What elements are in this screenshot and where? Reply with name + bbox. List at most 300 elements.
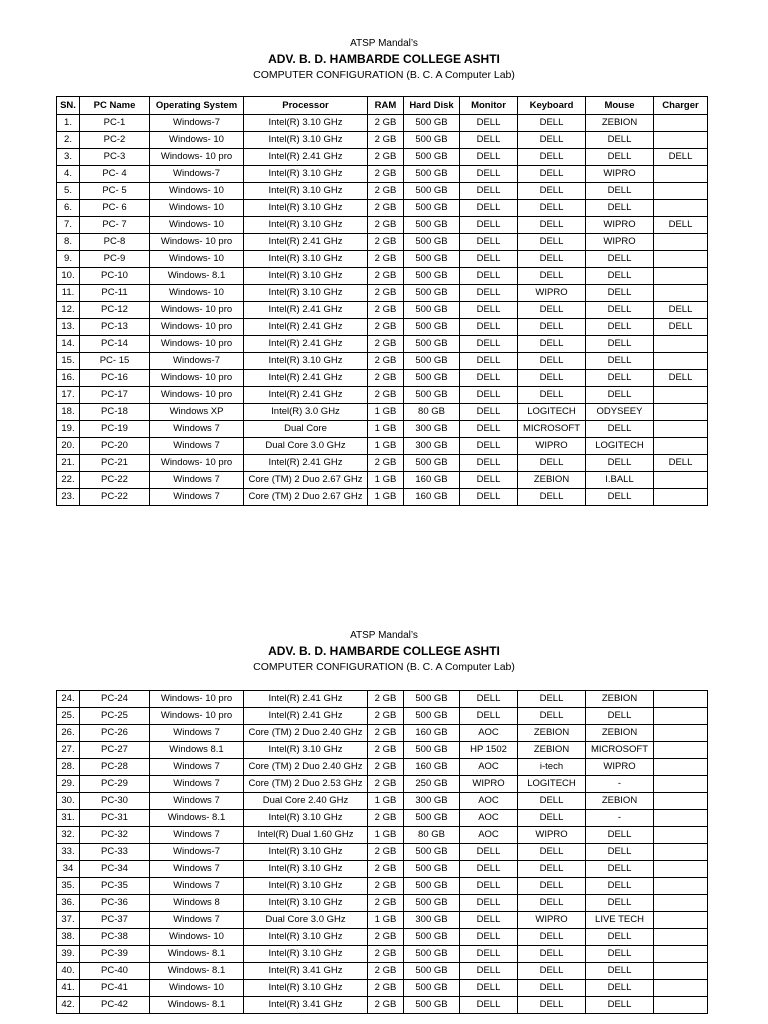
- table-cell: PC-27: [80, 742, 150, 759]
- table-cell: DELL: [586, 285, 654, 302]
- table-row: [57, 183, 708, 200]
- table-cell: Intel(R) 2.41 GHz: [244, 387, 368, 404]
- table-cell: [654, 963, 708, 980]
- table-row: [57, 421, 708, 438]
- table-cell: 500 GB: [404, 963, 460, 980]
- table-cell: 28.: [57, 759, 80, 776]
- table-cell: PC-33: [80, 844, 150, 861]
- table-cell: DELL: [518, 149, 586, 166]
- table-cell: Windows- 10: [150, 251, 244, 268]
- table-cell: [654, 929, 708, 946]
- table-row: [57, 200, 708, 217]
- table-cell: Core (TM) 2 Duo 2.67 GHz: [244, 489, 368, 506]
- table-cell: Windows 7: [150, 912, 244, 929]
- table-cell: Windows- 8.1: [150, 946, 244, 963]
- table-cell: DELL: [586, 421, 654, 438]
- table-cell: PC-3: [80, 149, 150, 166]
- table-cell: 500 GB: [404, 810, 460, 827]
- column-header: SN.: [57, 97, 80, 115]
- table-cell: DELL: [460, 844, 518, 861]
- table-cell: PC-40: [80, 963, 150, 980]
- table-cell: [654, 183, 708, 200]
- table-cell: [654, 708, 708, 725]
- table-cell: Intel(R) 2.41 GHz: [244, 149, 368, 166]
- table-cell: PC-24: [80, 691, 150, 708]
- table-cell: LIVE TECH: [586, 912, 654, 929]
- table-cell: Windows- 10: [150, 200, 244, 217]
- table-cell: DELL: [460, 285, 518, 302]
- table-cell: DELL: [460, 353, 518, 370]
- table-cell: PC- 6: [80, 200, 150, 217]
- table-cell: 500 GB: [404, 861, 460, 878]
- column-header: Hard Disk: [404, 97, 460, 115]
- table-cell: DELL: [518, 132, 586, 149]
- table-cell: Intel(R) 3.10 GHz: [244, 115, 368, 132]
- table-cell: 160 GB: [404, 472, 460, 489]
- table-cell: DELL: [518, 268, 586, 285]
- table-cell: DELL: [518, 251, 586, 268]
- table-cell: DELL: [586, 980, 654, 997]
- table-cell: Windows 7: [150, 827, 244, 844]
- table-cell: Dual Core: [244, 421, 368, 438]
- table-cell: [654, 421, 708, 438]
- table-cell: [654, 115, 708, 132]
- table-cell: 500 GB: [404, 878, 460, 895]
- table-row: [57, 997, 708, 1014]
- table-row: [57, 115, 708, 132]
- table-cell: DELL: [518, 489, 586, 506]
- table-row: [57, 810, 708, 827]
- table-cell: [654, 234, 708, 251]
- table-cell: 20.: [57, 438, 80, 455]
- table-row: [57, 472, 708, 489]
- table-cell: WIPRO: [586, 166, 654, 183]
- table-cell: Windows-7: [150, 115, 244, 132]
- table-cell: DELL: [654, 370, 708, 387]
- table-cell: DELL: [586, 387, 654, 404]
- column-header: Processor: [244, 97, 368, 115]
- table-cell: DELL: [586, 336, 654, 353]
- table-cell: 500 GB: [404, 251, 460, 268]
- college-name: ADV. B. D. HAMBARDE COLLEGE ASHTI: [268, 644, 500, 658]
- table-cell: WIPRO: [586, 234, 654, 251]
- table-cell: 2 GB: [368, 268, 404, 285]
- table-cell: PC-17: [80, 387, 150, 404]
- table-cell: 22.: [57, 472, 80, 489]
- table-cell: DELL: [460, 166, 518, 183]
- table-cell: 2 GB: [368, 234, 404, 251]
- table-cell: [654, 861, 708, 878]
- table-cell: 25.: [57, 708, 80, 725]
- table-row: [57, 844, 708, 861]
- table-cell: 500 GB: [404, 370, 460, 387]
- table-cell: -: [586, 776, 654, 793]
- table-cell: DELL: [460, 455, 518, 472]
- table-cell: DELL: [460, 980, 518, 997]
- table-cell: PC-26: [80, 725, 150, 742]
- table-cell: DELL: [654, 302, 708, 319]
- table-cell: Windows- 10: [150, 132, 244, 149]
- table-cell: LOGITECH: [518, 404, 586, 421]
- table-cell: Windows 7: [150, 776, 244, 793]
- table-cell: PC-34: [80, 861, 150, 878]
- table-row: [57, 691, 708, 708]
- table-cell: 500 GB: [404, 319, 460, 336]
- table-cell: DELL: [586, 149, 654, 166]
- table-cell: 500 GB: [404, 980, 460, 997]
- table-cell: 32.: [57, 827, 80, 844]
- table-row: [57, 149, 708, 166]
- table-cell: 6.: [57, 200, 80, 217]
- table-cell: 500 GB: [404, 115, 460, 132]
- table-cell: 160 GB: [404, 489, 460, 506]
- table-cell: 300 GB: [404, 793, 460, 810]
- table-row: [57, 742, 708, 759]
- table-row: [57, 268, 708, 285]
- table-cell: Intel(R) 2.41 GHz: [244, 691, 368, 708]
- table-cell: DELL: [586, 946, 654, 963]
- table-cell: Windows-7: [150, 844, 244, 861]
- table-cell: DELL: [460, 691, 518, 708]
- table-cell: DELL: [654, 149, 708, 166]
- table-cell: 500 GB: [404, 234, 460, 251]
- table-cell: [654, 946, 708, 963]
- column-header: Charger: [654, 97, 708, 115]
- table-cell: WIPRO: [518, 285, 586, 302]
- table-cell: 2 GB: [368, 963, 404, 980]
- table-cell: -: [586, 810, 654, 827]
- table-cell: PC-36: [80, 895, 150, 912]
- table-cell: 19.: [57, 421, 80, 438]
- table-cell: 2 GB: [368, 878, 404, 895]
- table-cell: [654, 200, 708, 217]
- table-cell: [654, 725, 708, 742]
- table-cell: PC-42: [80, 997, 150, 1014]
- table-cell: DELL: [518, 166, 586, 183]
- table-cell: Intel(R) 3.10 GHz: [244, 285, 368, 302]
- table-cell: ZEBION: [586, 691, 654, 708]
- table-cell: 36.: [57, 895, 80, 912]
- table-cell: DELL: [654, 455, 708, 472]
- table-cell: DELL: [518, 336, 586, 353]
- table-cell: 38.: [57, 929, 80, 946]
- table-cell: AOC: [460, 827, 518, 844]
- table-cell: 1 GB: [368, 421, 404, 438]
- table-cell: DELL: [518, 878, 586, 895]
- table-cell: Intel(R) 3.10 GHz: [244, 132, 368, 149]
- table-cell: DELL: [518, 200, 586, 217]
- table-cell: 2 GB: [368, 302, 404, 319]
- table-cell: DELL: [460, 336, 518, 353]
- table-cell: 2 GB: [368, 251, 404, 268]
- table-cell: Windows- 10: [150, 285, 244, 302]
- table-cell: PC-41: [80, 980, 150, 997]
- table-cell: 2 GB: [368, 997, 404, 1014]
- config-table-page1: [56, 96, 708, 506]
- table-cell: [654, 489, 708, 506]
- table-cell: 500 GB: [404, 691, 460, 708]
- table-cell: DELL: [518, 895, 586, 912]
- table-cell: DELL: [460, 234, 518, 251]
- table-cell: DELL: [518, 861, 586, 878]
- table-cell: DELL: [586, 929, 654, 946]
- table-cell: 1 GB: [368, 793, 404, 810]
- table-cell: Windows- 10 pro: [150, 234, 244, 251]
- table-cell: 160 GB: [404, 725, 460, 742]
- table-cell: 10.: [57, 268, 80, 285]
- table-row: [57, 234, 708, 251]
- table-cell: Windows 7: [150, 725, 244, 742]
- table-cell: Windows 7: [150, 878, 244, 895]
- table-cell: ZEBION: [586, 725, 654, 742]
- table-cell: DELL: [586, 268, 654, 285]
- table-row: [57, 302, 708, 319]
- table-row: [57, 912, 708, 929]
- table-cell: PC-37: [80, 912, 150, 929]
- table-cell: 250 GB: [404, 776, 460, 793]
- table-cell: 500 GB: [404, 166, 460, 183]
- table-cell: Dual Core 2.40 GHz: [244, 793, 368, 810]
- table-cell: WIPRO: [518, 827, 586, 844]
- table-cell: 500 GB: [404, 132, 460, 149]
- table-cell: 26.: [57, 725, 80, 742]
- table-cell: Intel(R) 2.41 GHz: [244, 319, 368, 336]
- table-cell: Windows 8: [150, 895, 244, 912]
- table-cell: 500 GB: [404, 742, 460, 759]
- table-cell: AOC: [460, 793, 518, 810]
- table-cell: DELL: [518, 793, 586, 810]
- table-cell: 2 GB: [368, 166, 404, 183]
- table-cell: DELL: [518, 963, 586, 980]
- table-cell: AOC: [460, 810, 518, 827]
- table-cell: Windows- 10 pro: [150, 708, 244, 725]
- table-cell: DELL: [586, 455, 654, 472]
- table-cell: DELL: [460, 251, 518, 268]
- table-cell: 1 GB: [368, 404, 404, 421]
- table-cell: DELL: [460, 489, 518, 506]
- table-row: [57, 708, 708, 725]
- table-cell: [654, 776, 708, 793]
- table-cell: DELL: [518, 115, 586, 132]
- table-cell: Intel(R) Dual 1.60 GHz: [244, 827, 368, 844]
- table-cell: DELL: [460, 878, 518, 895]
- table-row: [57, 404, 708, 421]
- table-cell: [654, 742, 708, 759]
- table-cell: Windows 7: [150, 793, 244, 810]
- table-cell: 16.: [57, 370, 80, 387]
- table-cell: PC-30: [80, 793, 150, 810]
- table-cell: 2 GB: [368, 895, 404, 912]
- table-cell: 23.: [57, 489, 80, 506]
- table-cell: 2 GB: [368, 336, 404, 353]
- table-cell: DELL: [586, 861, 654, 878]
- table-cell: WIPRO: [586, 759, 654, 776]
- table-cell: [654, 997, 708, 1014]
- table-cell: 500 GB: [404, 708, 460, 725]
- table-cell: 12.: [57, 302, 80, 319]
- table-cell: 500 GB: [404, 997, 460, 1014]
- table-cell: [654, 844, 708, 861]
- table-cell: DELL: [460, 963, 518, 980]
- table-cell: Core (TM) 2 Duo 2.40 GHz: [244, 759, 368, 776]
- table-cell: 1 GB: [368, 472, 404, 489]
- table-cell: Windows- 8.1: [150, 268, 244, 285]
- table-cell: 37.: [57, 912, 80, 929]
- table-row: [57, 929, 708, 946]
- table-cell: 30.: [57, 793, 80, 810]
- table-cell: Intel(R) 3.10 GHz: [244, 217, 368, 234]
- table-cell: Windows- 8.1: [150, 963, 244, 980]
- table-cell: [654, 912, 708, 929]
- table-cell: PC-39: [80, 946, 150, 963]
- table-cell: Intel(R) 2.41 GHz: [244, 708, 368, 725]
- table-row: [57, 336, 708, 353]
- table-cell: PC-22: [80, 472, 150, 489]
- table-cell: DELL: [518, 708, 586, 725]
- table-cell: 4.: [57, 166, 80, 183]
- table-cell: [654, 251, 708, 268]
- table-cell: 500 GB: [404, 844, 460, 861]
- table-cell: [654, 285, 708, 302]
- table-cell: WIPRO: [460, 776, 518, 793]
- table-cell: Dual Core 3.0 GHz: [244, 438, 368, 455]
- table-cell: PC-10: [80, 268, 150, 285]
- table-row: [57, 878, 708, 895]
- table-cell: PC-9: [80, 251, 150, 268]
- table-cell: DELL: [586, 708, 654, 725]
- table-cell: DELL: [518, 997, 586, 1014]
- table-cell: Intel(R) 3.10 GHz: [244, 810, 368, 827]
- table-cell: 39.: [57, 946, 80, 963]
- table-cell: [654, 793, 708, 810]
- table-cell: Dual Core 3.0 GHz: [244, 912, 368, 929]
- table-cell: 2 GB: [368, 132, 404, 149]
- table-cell: Intel(R) 3.10 GHz: [244, 980, 368, 997]
- table-cell: 2.: [57, 132, 80, 149]
- table-cell: DELL: [518, 691, 586, 708]
- table-cell: Windows-7: [150, 166, 244, 183]
- table-cell: 13.: [57, 319, 80, 336]
- table-cell: DELL: [460, 115, 518, 132]
- table-cell: DELL: [518, 183, 586, 200]
- table-cell: PC-38: [80, 929, 150, 946]
- table-cell: [654, 166, 708, 183]
- table-cell: 500 GB: [404, 302, 460, 319]
- table-cell: 500 GB: [404, 929, 460, 946]
- table-cell: 1 GB: [368, 827, 404, 844]
- table-cell: ZEBION: [518, 472, 586, 489]
- table-cell: Windows- 8.1: [150, 997, 244, 1014]
- table-cell: DELL: [586, 370, 654, 387]
- table-cell: [654, 353, 708, 370]
- table-row: [57, 285, 708, 302]
- table-cell: i-tech: [518, 759, 586, 776]
- table-cell: 1 GB: [368, 438, 404, 455]
- table-cell: [654, 691, 708, 708]
- table-cell: DELL: [460, 912, 518, 929]
- table-row: [57, 319, 708, 336]
- table-cell: DELL: [460, 217, 518, 234]
- table-row: [57, 895, 708, 912]
- table-row: [57, 980, 708, 997]
- table-row: [57, 963, 708, 980]
- table-cell: DELL: [586, 489, 654, 506]
- table-cell: 27.: [57, 742, 80, 759]
- table-cell: 40.: [57, 963, 80, 980]
- table-cell: DELL: [460, 895, 518, 912]
- table-cell: 41.: [57, 980, 80, 997]
- table-cell: Intel(R) 3.10 GHz: [244, 861, 368, 878]
- table-cell: PC- 5: [80, 183, 150, 200]
- document-subtitle: COMPUTER CONFIGURATION (B. C. A Computer Lab): [253, 69, 515, 81]
- table-cell: DELL: [586, 878, 654, 895]
- table-cell: DELL: [460, 946, 518, 963]
- table-row: [57, 353, 708, 370]
- table-cell: 300 GB: [404, 912, 460, 929]
- table-cell: 2 GB: [368, 200, 404, 217]
- table-cell: PC-29: [80, 776, 150, 793]
- table-cell: Windows- 10: [150, 929, 244, 946]
- table-cell: Windows- 10 pro: [150, 691, 244, 708]
- table-cell: DELL: [460, 438, 518, 455]
- table-cell: PC-18: [80, 404, 150, 421]
- table-cell: DELL: [518, 929, 586, 946]
- table-cell: PC-13: [80, 319, 150, 336]
- table-cell: 17.: [57, 387, 80, 404]
- table-cell: DELL: [518, 234, 586, 251]
- column-header: PC Name: [80, 97, 150, 115]
- table-cell: 2 GB: [368, 455, 404, 472]
- table-cell: 2 GB: [368, 115, 404, 132]
- table-cell: 300 GB: [404, 438, 460, 455]
- table-cell: 2 GB: [368, 691, 404, 708]
- table-cell: Intel(R) 3.10 GHz: [244, 200, 368, 217]
- table-cell: 2 GB: [368, 353, 404, 370]
- table-cell: 500 GB: [404, 353, 460, 370]
- table-cell: Intel(R) 3.10 GHz: [244, 895, 368, 912]
- table-row: [57, 861, 708, 878]
- table-row: [57, 759, 708, 776]
- table-cell: 2 GB: [368, 285, 404, 302]
- table-cell: DELL: [518, 946, 586, 963]
- table-cell: 7.: [57, 217, 80, 234]
- table-cell: LOGITECH: [518, 776, 586, 793]
- table-row: [57, 217, 708, 234]
- table-cell: DELL: [460, 997, 518, 1014]
- table-cell: WIPRO: [518, 912, 586, 929]
- table-cell: AOC: [460, 759, 518, 776]
- table-row: [57, 827, 708, 844]
- table-cell: Windows 7: [150, 421, 244, 438]
- table-cell: DELL: [586, 895, 654, 912]
- table-cell: 2 GB: [368, 861, 404, 878]
- table-cell: 500 GB: [404, 268, 460, 285]
- table-row: [57, 455, 708, 472]
- table-cell: Intel(R) 3.41 GHz: [244, 997, 368, 1014]
- college-name: ADV. B. D. HAMBARDE COLLEGE ASHTI: [268, 52, 500, 66]
- table-cell: 1 GB: [368, 912, 404, 929]
- table-cell: Intel(R) 2.41 GHz: [244, 234, 368, 251]
- table-cell: HP 1502: [460, 742, 518, 759]
- table-cell: [654, 759, 708, 776]
- table-cell: 2 GB: [368, 776, 404, 793]
- table-cell: 2 GB: [368, 708, 404, 725]
- table-cell: Intel(R) 3.10 GHz: [244, 844, 368, 861]
- table-cell: 2 GB: [368, 319, 404, 336]
- table-cell: 2 GB: [368, 149, 404, 166]
- table-cell: Core (TM) 2 Duo 2.53 GHz: [244, 776, 368, 793]
- column-header: Mouse: [586, 97, 654, 115]
